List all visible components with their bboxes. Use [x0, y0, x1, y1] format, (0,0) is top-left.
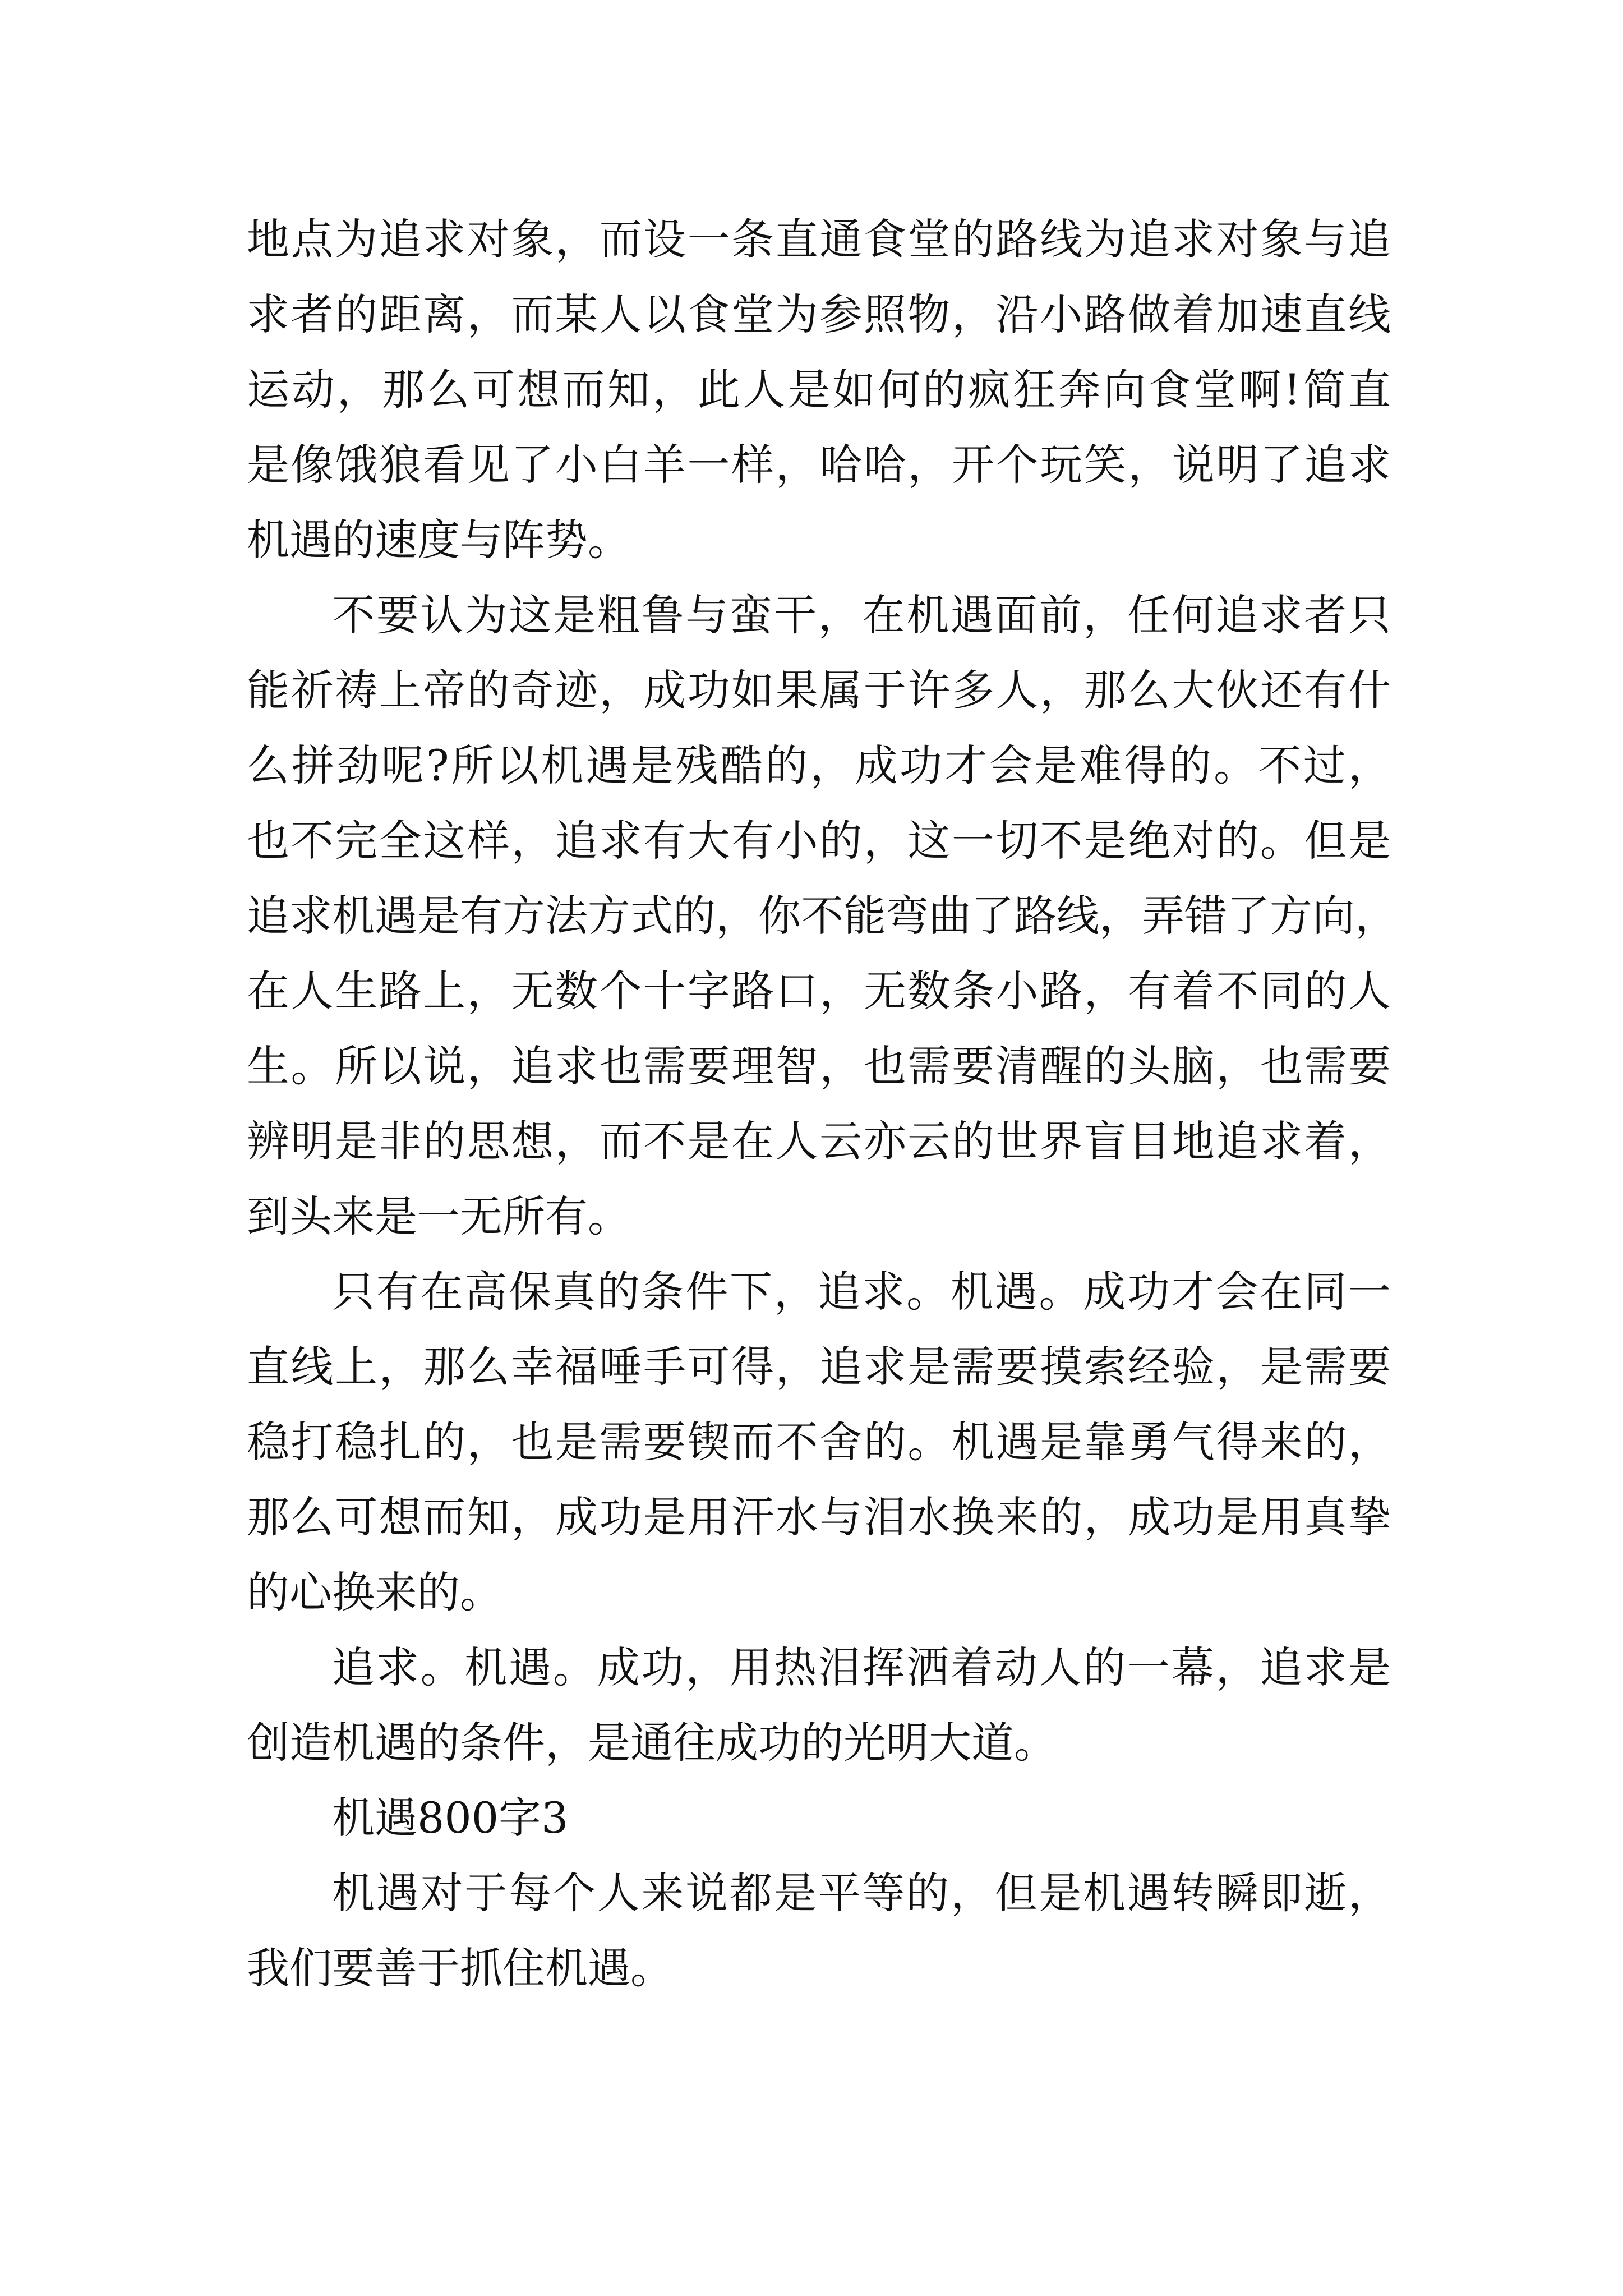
text-line: 辨明是非的思想，而不是在人云亦云的世界盲目地追求着， [247, 1116, 1391, 1166]
paragraph [247, 202, 1391, 578]
text-line: 机遇的速度与阵势。 [247, 515, 630, 565]
text-line: 能祈祷上帝的奇迹，成功如果属于许多人，那么大伙还有什 [247, 665, 1391, 715]
text-line: 求者的距离，而某人以食堂为参照物，沿小路做着加速直线 [247, 289, 1391, 339]
section-heading [247, 1780, 1391, 1856]
text-line: 运动，那么可想而知，此人是如何的疯狂奔向食堂啊!简直 [247, 365, 1391, 415]
text-line: 机遇对于每个人来说都是平等的，但是机遇转瞬即逝， [332, 1868, 1391, 1918]
text-line: 不要认为这是粗鲁与蛮干，在机遇面前，任何追求者只 [332, 590, 1391, 640]
text-line: 那么可想而知，成功是用汗水与泪水换来的，成功是用真挚 [247, 1492, 1391, 1542]
text-line: 在人生路上，无数个十字路口，无数条小路，有着不同的人 [247, 966, 1391, 1016]
heading-text: 机遇800字3 [332, 1793, 569, 1843]
paragraph [247, 1254, 1391, 1630]
text-line: 追求机遇是有方法方式的，你不能弯曲了路线，弄错了方向， [247, 891, 1398, 941]
text-line: 稳打稳扎的，也是需要锲而不舍的。机遇是靠勇气得来的， [247, 1417, 1391, 1467]
paragraph [247, 578, 1398, 1254]
paragraph [247, 1856, 1391, 2006]
text-line: 我们要善于抓住机遇。 [247, 1943, 673, 1993]
text-line: 到头来是一无所有。 [247, 1191, 630, 1241]
paragraph [247, 1630, 1391, 1780]
text-line: 创造机遇的条件，是通往成功的光明大道。 [247, 1718, 1057, 1768]
text-line: 追求。机遇。成功，用热泪挥洒着动人的一幕，追求是 [332, 1642, 1391, 1692]
document-body [247, 202, 1398, 2006]
text-line: 生。所以说，追求也需要理智，也需要清醒的头脑，也需要 [247, 1041, 1391, 1091]
text-line: 直线上，那么幸福唾手可得，追求是需要摸索经验，是需要 [247, 1342, 1391, 1392]
text-line: 也不完全这样，追求有大有小的，这一切不是绝对的。但是 [247, 816, 1391, 866]
text-line: 么拼劲呢?所以机遇是残酷的，成功才会是难得的。不过， [247, 740, 1391, 790]
text-line: 只有在高保真的条件下，追求。机遇。成功才会在同一 [332, 1267, 1391, 1317]
text-line: 是像饿狼看见了小白羊一样，哈哈，开个玩笑，说明了追求 [247, 440, 1391, 490]
text-line: 的心换来的。 [247, 1567, 502, 1617]
text-line: 地点为追求对象，而设一条直通食堂的路线为追求对象与追 [247, 214, 1391, 264]
